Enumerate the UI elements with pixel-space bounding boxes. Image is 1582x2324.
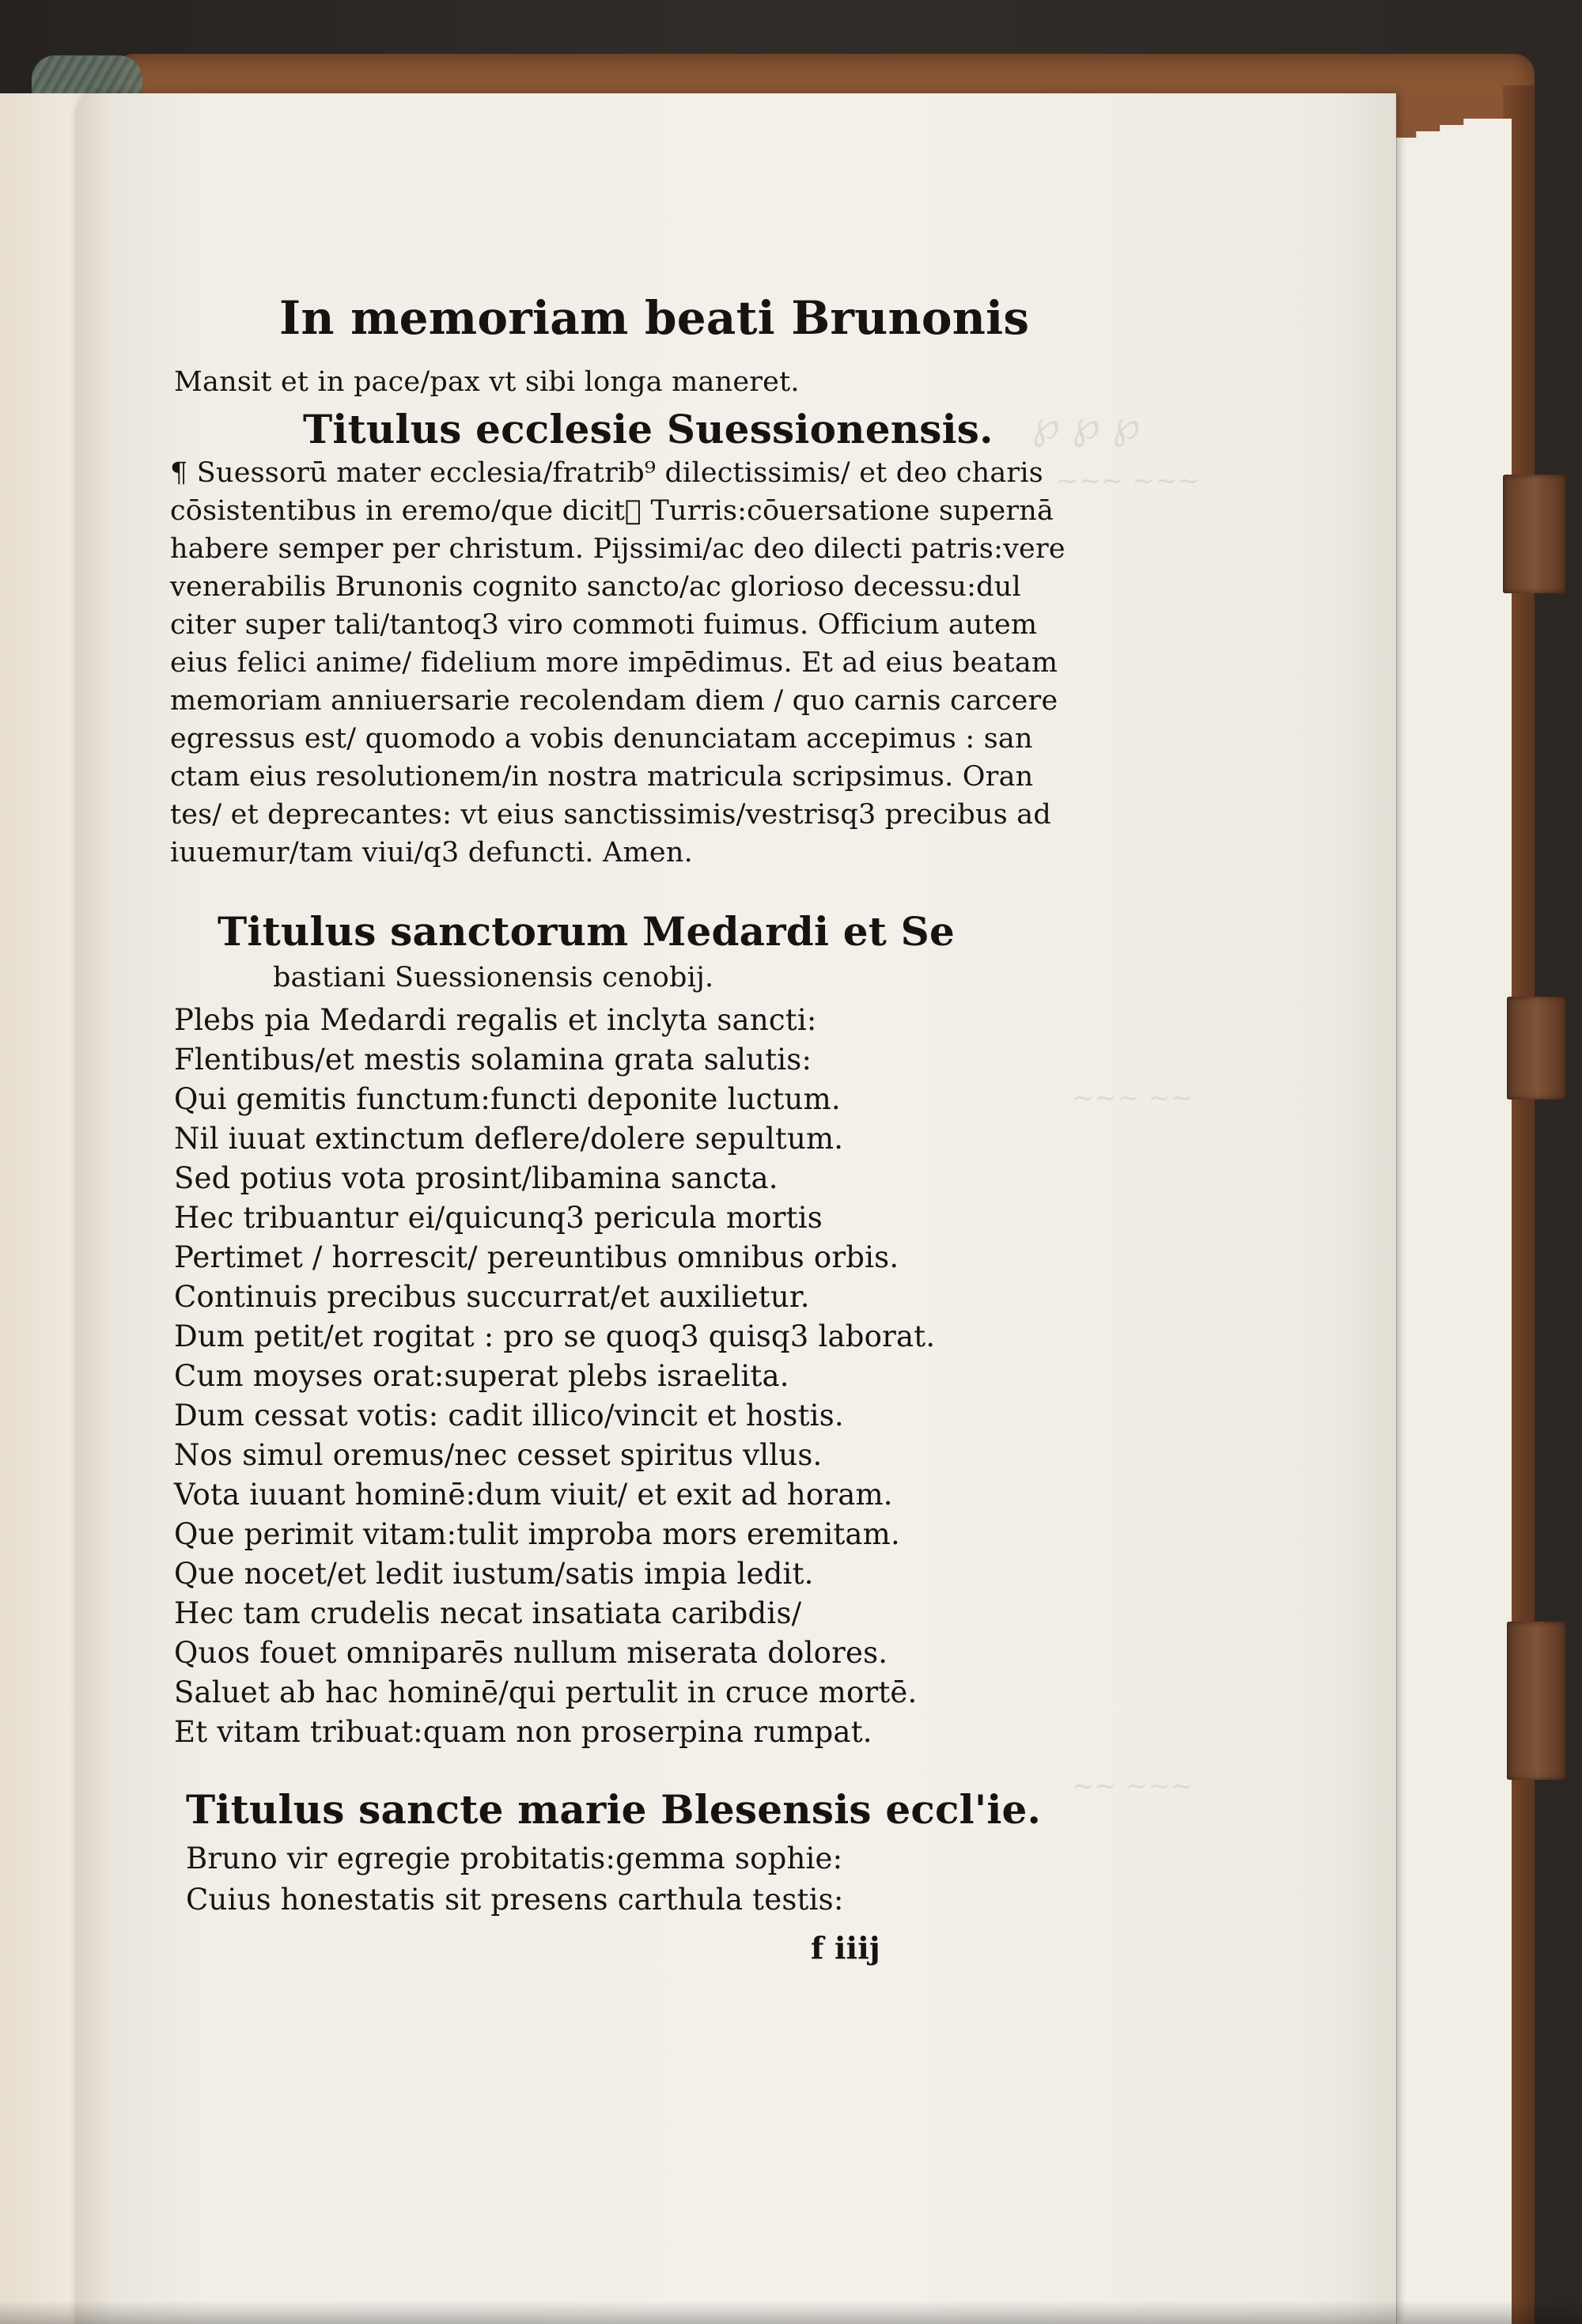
verse-line: Sed potius vota prosint/libamina sancta. [174, 1161, 778, 1195]
clasp-block [1507, 1622, 1566, 1780]
verse-line: Hec tam crudelis necat insatiata caribdis/ [174, 1596, 802, 1630]
section-title: Titulus sanctorum Medardi et Se [218, 908, 956, 955]
verse-line: Vota iuuant hominē:dum viuit/ et exit ad horam. [174, 1478, 893, 1512]
verse-line: Cum moyses orat:superat plebs israelita. [174, 1359, 789, 1393]
show-through: ~~ ~~~ [1072, 1770, 1194, 1802]
verse-line: Saluet ab hac hominē/qui pertulit in cruce mortē. [174, 1675, 918, 1709]
text-line: venerabilis Brunonis cognito sancto/ac glorioso decessu:dul [170, 571, 1021, 603]
verse-line: Hec tribuantur ei/quicunq3 pericula mortis [174, 1201, 823, 1235]
text-line: iuuemur/tam viui/q3 defuncti. Amen. [170, 837, 693, 869]
verse-line: Pertimet / horrescit/ pereuntibus omnibus orbis. [174, 1240, 899, 1274]
signature-mark: f iiij [811, 1930, 880, 1966]
section-title: Titulus ecclesie Suessionensis. [303, 406, 993, 452]
verse-line: Qui gemitis functum:functi deponite luctum. [174, 1082, 841, 1116]
text-line: eius felici anime/ fidelium more impēdimus. Et ad eius beatam [170, 647, 1058, 679]
verse-line: Plebs pia Medardi regalis et inclyta sancti: [174, 1003, 817, 1037]
verse-line: Bruno vir egregie probitatis:gemma sophie: [186, 1841, 843, 1875]
bottom-shadow [0, 2300, 1582, 2324]
text-line: egressus est/ quomodo a vobis denunciatam accepimus : san [170, 723, 1033, 755]
verse-line: Que nocet/et ledit iustum/satis impia ledit. [174, 1557, 814, 1591]
verse-line: Cuius honestatis sit presens carthula testis: [186, 1883, 844, 1917]
verse-line: Dum cessat votis: cadit illico/vincit et hostis. [174, 1399, 844, 1433]
text-line: habere semper per christum. Pijssimi/ac deo dilecti patris:vere [170, 533, 1065, 565]
running-head: In memoriam beati Brunonis [279, 291, 1030, 345]
text-line: ¶ Suessorū mater ecclesia/fratrib⁹ dilectissimis/ et deo charis [170, 457, 1043, 489]
clasp-block [1503, 475, 1566, 593]
verse-line: Que perimit vitam:tulit improba mors eremitam. [174, 1517, 900, 1551]
page-stack-edge [1396, 138, 1433, 2324]
verse-line: Nil iuuat extinctum deflere/dolere sepultum. [174, 1122, 844, 1156]
verse-line: Quos fouet omniparēs nullum miserata dolores. [174, 1636, 888, 1670]
verse-line: Nos simul oremus/nec cesset spiritus vllus. [174, 1438, 823, 1472]
text-line: ctam eius resolutionem/in nostra matricula scripsimus. Oran [170, 761, 1034, 793]
text-line: citer super tali/tantoq3 viro commoti fuimus. Officium autem [170, 609, 1038, 641]
verse-line: Dum petit/et rogitat : pro se quoq3 quisq3 laborat. [174, 1319, 936, 1353]
text-line: tes/ et deprecantes: vt eius sanctissimis/vestrisq3 precibus ad [170, 799, 1051, 831]
show-through: ~~~ ~~~ [1056, 465, 1200, 497]
text-line: cōsistentibus in eremo/que dicit᷑ Turris:cōuersatione supernā [170, 495, 1054, 527]
show-through: ~~~ ~~ [1072, 1082, 1194, 1114]
section-title: Titulus sancte marie Blesensis eccl'ie. [186, 1786, 1042, 1833]
verse-line: Flentibus/et mestis solamina grata salutis: [174, 1043, 812, 1077]
text-line: Mansit et in pace/pax vt sibi longa maneret. [174, 366, 800, 398]
verse-line: Et vitam tribuat:quam non proserpina rumpat. [174, 1715, 872, 1749]
section-title-continued: bastiani Suessionensis cenobij. [273, 962, 714, 994]
right-page [75, 93, 1396, 2324]
clasp-block [1507, 997, 1566, 1100]
verse-line: Continuis precibus succurrat/et auxilietur. [174, 1280, 810, 1314]
page-text-block [75, 93, 1396, 2324]
text-line: memoriam anniuersarie recolendam diem / quo carnis carcere [170, 685, 1058, 717]
show-through: ℘ ℘ ℘ [1032, 402, 1141, 448]
